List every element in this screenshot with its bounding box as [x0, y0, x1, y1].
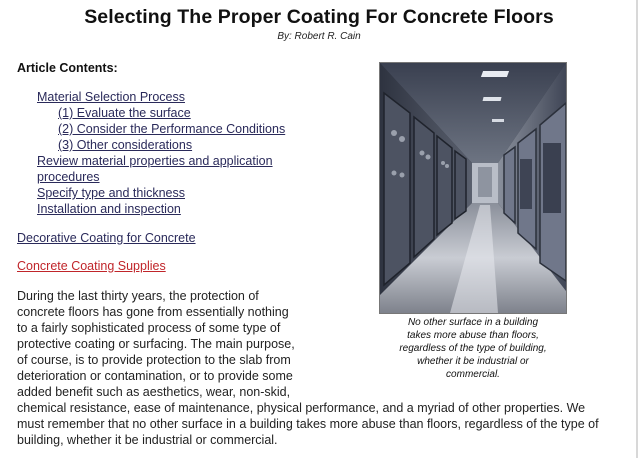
article-title: Selecting The Proper Coating For Concrete Floors — [84, 6, 554, 28]
coating-supplies-link[interactable]: Concrete Coating Supplies — [17, 259, 166, 273]
body-line: of course, is to provide protection to the slab from — [17, 353, 291, 367]
body-line: concrete floors has gone from essentially nothing — [17, 305, 289, 319]
decorative-coating-link[interactable]: Decorative Coating for Concrete — [17, 231, 196, 245]
body-line: protective coating or surfacing. The main purpose, — [17, 337, 295, 351]
article-byline: By: Robert R. Cain — [277, 31, 361, 42]
caption-line: commercial. — [446, 369, 500, 380]
caption-line: whether it be industrial or — [417, 356, 529, 367]
article-body-paragraph — [17, 288, 637, 448]
body-line: added benefit such as aesthetics, wear, non-skid, — [17, 385, 291, 399]
corridor-photo-graphic — [380, 63, 566, 313]
corridor-photo — [379, 62, 567, 314]
body-line: During the last thirty years, the protection of — [17, 289, 259, 303]
body-line: to a fairly sophisticated process of some type of — [17, 321, 281, 335]
toc-link-specify-type[interactable]: Specify type and thickness — [37, 186, 185, 200]
toc-link-other-considerations[interactable]: (3) Other considerations — [58, 138, 193, 152]
body-line: chemical resistance, ease of maintenance, physical performance, and a myriad of other properties. We — [17, 401, 586, 415]
body-line: building, whether it be industrial or commercial. — [17, 433, 278, 447]
toc-link-installation[interactable]: Installation and inspection — [37, 202, 181, 216]
toc-link-evaluate-surface[interactable]: (1) Evaluate the surface — [58, 106, 191, 120]
toc-link-review-procedures[interactable]: procedures — [37, 170, 100, 184]
body-line: deterioration or contamination, or to provide some — [17, 369, 293, 383]
caption-line: No other surface in a building — [407, 317, 539, 328]
caption-line: takes more abuse than floors, — [407, 330, 539, 341]
body-line: must remember that no other surface in a building takes more abuse than floors, regardless of the type of — [17, 417, 599, 431]
toc-link-review-properties[interactable]: Review material properties and application — [37, 154, 273, 168]
toc-link-material-selection[interactable]: Material Selection Process — [37, 90, 185, 104]
toc-link-performance-conditions[interactable]: (2) Consider the Performance Conditions — [58, 122, 286, 136]
caption-line: regardless of the type of building, — [399, 343, 547, 354]
article-contents-heading: Article Contents: — [17, 61, 118, 75]
